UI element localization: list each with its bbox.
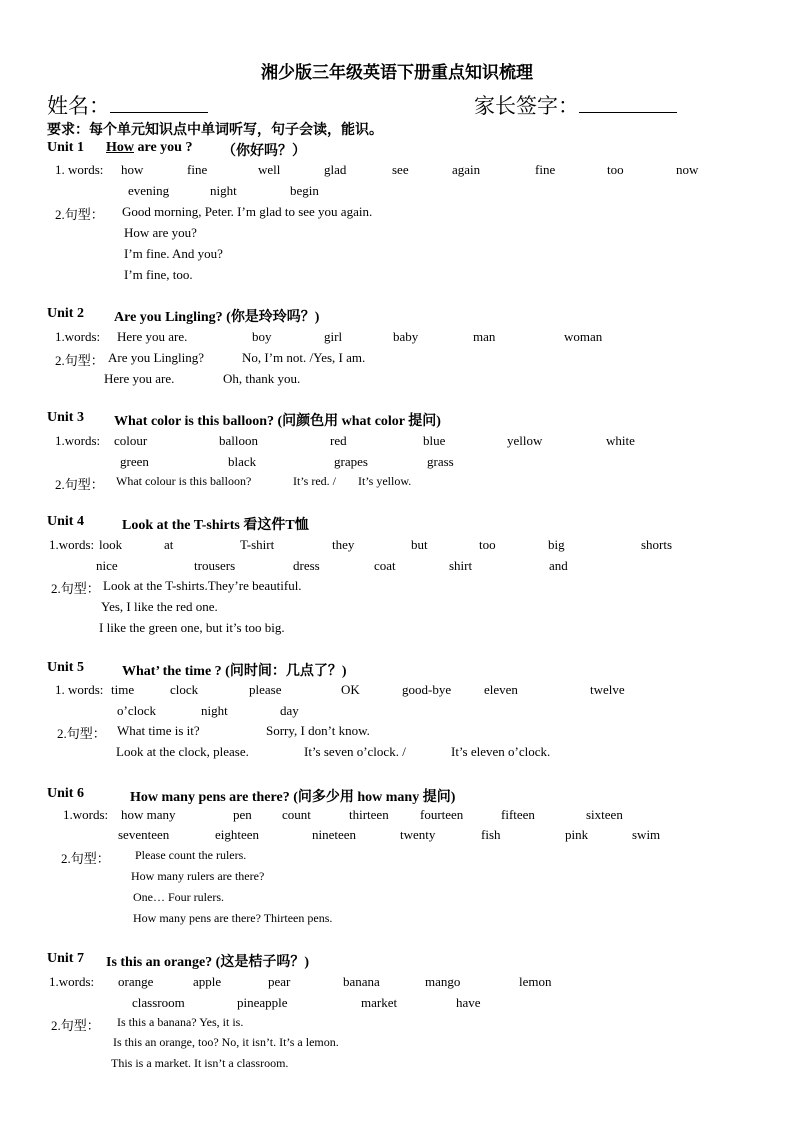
word: balloon bbox=[219, 433, 258, 448]
word: evening bbox=[128, 183, 170, 198]
word: night bbox=[201, 703, 228, 718]
unit-label: Unit 5 bbox=[47, 660, 84, 675]
pattern-label: 2.句型： bbox=[55, 207, 104, 222]
pattern-label: 2.句型： bbox=[55, 477, 104, 492]
word: twenty bbox=[400, 827, 436, 842]
unit-label: Unit 2 bbox=[47, 306, 84, 321]
word: red bbox=[330, 433, 347, 448]
word: and bbox=[549, 558, 568, 573]
sign-label: 家长签字： bbox=[474, 94, 579, 118]
sentence: This is a market. It isn’t a classroom. bbox=[111, 1056, 289, 1070]
word: well bbox=[258, 162, 281, 177]
unit-label: Unit 1 bbox=[47, 140, 84, 155]
unit-heading: Are you Lingling? (你是玲玲吗？) bbox=[114, 310, 320, 325]
word: black bbox=[228, 454, 257, 469]
word: o’clock bbox=[117, 703, 156, 718]
sentence: I’m fine, too. bbox=[124, 267, 193, 282]
sign-blank bbox=[579, 92, 677, 113]
word: white bbox=[606, 433, 635, 448]
sentence: Yes, I like the red one. bbox=[101, 599, 218, 614]
sentence: Are you Lingling? bbox=[108, 350, 205, 365]
word: blue bbox=[423, 433, 446, 448]
word: how many bbox=[121, 807, 176, 822]
word: at bbox=[164, 537, 174, 552]
sentence: What colour is this balloon? bbox=[116, 474, 252, 488]
word: see bbox=[392, 162, 409, 177]
sentence: It’s red. / bbox=[293, 474, 336, 488]
word: lemon bbox=[519, 974, 552, 989]
word: glad bbox=[324, 162, 347, 177]
sentence: Please count the rulers. bbox=[135, 848, 247, 862]
sentence: I’m fine. And you? bbox=[124, 246, 223, 261]
sentence: Good morning, Peter. I’m glad to see you again. bbox=[122, 204, 373, 219]
sentence: It’s eleven o’clock. bbox=[451, 744, 551, 759]
word: woman bbox=[564, 329, 603, 344]
sentence: Look at the T-shirts.They’re beautiful. bbox=[103, 578, 302, 593]
word: again bbox=[452, 162, 481, 177]
sentence: Look at the clock, please. bbox=[116, 744, 249, 759]
word: baby bbox=[393, 329, 419, 344]
word: pink bbox=[565, 827, 589, 842]
word: night bbox=[210, 183, 237, 198]
word: girl bbox=[324, 329, 343, 344]
name-label: 姓名： bbox=[47, 94, 110, 118]
word: colour bbox=[114, 433, 148, 448]
word: fine bbox=[187, 162, 208, 177]
signature-field bbox=[474, 90, 677, 120]
word: day bbox=[280, 703, 299, 718]
word: too bbox=[479, 537, 496, 552]
word: man bbox=[473, 329, 496, 344]
unit-heading-rest: are you ? bbox=[134, 140, 193, 155]
word: pineapple bbox=[237, 995, 288, 1010]
word: sixteen bbox=[586, 807, 623, 822]
sentence: How are you? bbox=[124, 225, 197, 240]
word: trousers bbox=[194, 558, 236, 573]
word: eighteen bbox=[215, 827, 260, 842]
sentence: I like the green one, but it’s too big. bbox=[99, 620, 285, 635]
sentence: Is this a banana? Yes, it is. bbox=[117, 1015, 244, 1029]
words-label: 1.words: bbox=[55, 329, 101, 344]
name-blank bbox=[110, 92, 208, 113]
words-label: 1. words: bbox=[55, 682, 104, 697]
word: time bbox=[111, 682, 135, 697]
word: market bbox=[361, 995, 398, 1010]
word: fish bbox=[481, 827, 501, 842]
pattern-label: 2.句型： bbox=[61, 851, 110, 866]
unit-heading: Is this an orange? (这是桔子吗？) bbox=[106, 955, 310, 970]
word: pear bbox=[268, 974, 291, 989]
words-label: 1.words: bbox=[63, 807, 109, 822]
unit-label: Unit 3 bbox=[47, 410, 84, 425]
word: seventeen bbox=[118, 827, 170, 842]
unit-heading: How many pens are there? (问多少用 how many 提问) bbox=[130, 790, 456, 805]
word: now bbox=[676, 162, 699, 177]
word: thirteen bbox=[349, 807, 389, 822]
word: green bbox=[120, 454, 149, 469]
sentence: One… Four rulers. bbox=[133, 890, 224, 904]
word: fourteen bbox=[420, 807, 464, 822]
unit-heading-underlined: How bbox=[106, 140, 134, 155]
unit-label: Unit 6 bbox=[47, 786, 84, 801]
word: too bbox=[607, 162, 624, 177]
unit-heading: What color is this balloon? (问颜色用 what color 提问) bbox=[114, 414, 441, 429]
word: big bbox=[548, 537, 565, 552]
word: T-shirt bbox=[240, 537, 275, 552]
word: orange bbox=[118, 974, 154, 989]
word: fine bbox=[535, 162, 556, 177]
sentence: Oh, thank you. bbox=[223, 371, 301, 386]
word: eleven bbox=[484, 682, 518, 697]
unit-label: Unit 4 bbox=[47, 514, 84, 529]
word: have bbox=[456, 995, 481, 1010]
pattern-label: 2.句型： bbox=[57, 726, 106, 741]
unit-heading: Look at the T-shirts 看这件T恤 bbox=[122, 518, 309, 533]
unit-heading: What’ the time ? (问时间：几点了？) bbox=[122, 664, 347, 679]
sentence: No, I’m not. /Yes, I am. bbox=[242, 350, 366, 365]
word: they bbox=[332, 537, 355, 552]
word: clock bbox=[170, 682, 199, 697]
pattern-label: 2.句型： bbox=[55, 353, 104, 368]
word: grapes bbox=[334, 454, 368, 469]
word: begin bbox=[290, 183, 319, 198]
sentence: It’s seven o’clock. / bbox=[304, 744, 406, 759]
word: yellow bbox=[507, 433, 543, 448]
sentence: It’s yellow. bbox=[358, 474, 412, 488]
word: banana bbox=[343, 974, 380, 989]
word: grass bbox=[427, 454, 454, 469]
sentence: How many pens are there? Thirteen pens. bbox=[133, 911, 333, 925]
page-title: 湘少版三年级英语下册重点知识梳理 bbox=[261, 63, 533, 82]
words-label: 1.words: bbox=[49, 537, 95, 552]
word: nice bbox=[96, 558, 118, 573]
unit-heading-cn: （你好吗？） bbox=[222, 144, 306, 159]
word: count bbox=[282, 807, 311, 822]
word: but bbox=[411, 537, 428, 552]
word: twelve bbox=[590, 682, 625, 697]
word: shorts bbox=[641, 537, 673, 552]
word: look bbox=[99, 537, 123, 552]
sentence: Is this an orange, too? No, it isn’t. It’s a lemon. bbox=[113, 1035, 339, 1049]
name-field bbox=[47, 90, 208, 120]
word: nineteen bbox=[312, 827, 357, 842]
word: swim bbox=[632, 827, 661, 842]
word: mango bbox=[425, 974, 461, 989]
word: Here you are. bbox=[117, 329, 188, 344]
unit-label: Unit 7 bbox=[47, 951, 84, 966]
words-label: 1. words: bbox=[55, 162, 104, 177]
sentence: Here you are. bbox=[104, 371, 175, 386]
pattern-label: 2.句型： bbox=[51, 1018, 100, 1033]
word: pen bbox=[233, 807, 252, 822]
word: shirt bbox=[449, 558, 473, 573]
word: classroom bbox=[132, 995, 185, 1010]
words-label: 1.words: bbox=[55, 433, 101, 448]
word: good-bye bbox=[402, 682, 452, 697]
sentence: Sorry, I don’t know. bbox=[266, 723, 370, 738]
word: coat bbox=[374, 558, 396, 573]
word: please bbox=[249, 682, 282, 697]
word: boy bbox=[252, 329, 272, 344]
sentence: What time is it? bbox=[117, 723, 200, 738]
pattern-label: 2.句型： bbox=[51, 581, 100, 596]
requirement-text: 要求：每个单元知识点中单词听写，句子会读，能识。 bbox=[47, 123, 383, 138]
unit-heading bbox=[106, 140, 192, 156]
word: apple bbox=[193, 974, 222, 989]
words-label: 1.words: bbox=[49, 974, 95, 989]
word: OK bbox=[341, 682, 360, 697]
word: fifteen bbox=[501, 807, 535, 822]
word: dress bbox=[293, 558, 320, 573]
sentence: How many rulers are there? bbox=[131, 869, 265, 883]
word: how bbox=[121, 162, 144, 177]
